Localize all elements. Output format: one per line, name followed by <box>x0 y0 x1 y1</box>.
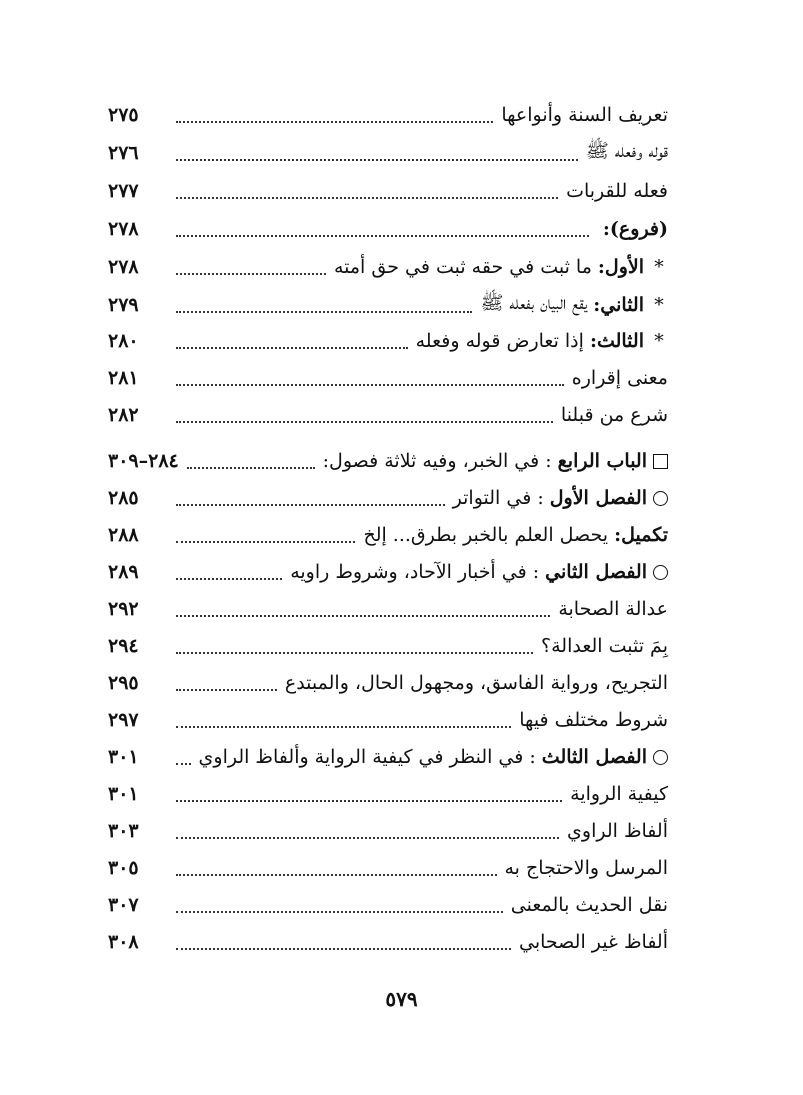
toc-page-number: ٢٨١ <box>108 367 139 389</box>
dot-leader <box>176 382 564 386</box>
toc-title: معنى إقراره <box>571 367 668 389</box>
toc-entry <box>108 481 668 515</box>
toc-page-number: ٣٠٨ <box>108 931 139 953</box>
dot-leader <box>176 419 553 423</box>
dot-leader <box>176 650 533 654</box>
toc-entry <box>108 740 668 774</box>
dot-leader <box>176 613 550 617</box>
toc-page-number: ٢٧٥ <box>108 104 139 126</box>
toc-title: شرع من قبلنا <box>560 404 668 426</box>
dot-leader <box>176 195 558 199</box>
toc-title: * الثاني: يقع البيان بفعله ﷺ <box>480 291 668 319</box>
toc-entry <box>108 98 668 132</box>
toc-title: تعريف السنة وأنواعها <box>501 104 668 126</box>
circle-marker-icon <box>653 491 668 506</box>
dot-leader <box>176 835 559 839</box>
toc-page-number: ٣٠٥ <box>108 857 139 879</box>
asterisk-marker: * <box>654 330 664 352</box>
toc-lead: تكميل: <box>614 524 668 546</box>
dot-leader <box>176 539 355 543</box>
toc-title <box>597 218 668 240</box>
toc-page-number: ٢٧٨ <box>108 218 139 240</box>
dot-leader <box>176 798 562 802</box>
toc-page-number: ٣٠٣ <box>108 820 139 842</box>
toc-entry <box>108 361 668 395</box>
circle-marker-icon <box>653 565 668 580</box>
toc-title: الفصل الأول : في التواتر <box>453 487 668 509</box>
toc-title: ألفاظ الراوي <box>567 820 668 842</box>
toc-entry <box>108 888 668 922</box>
toc-page-number: ٢٨٤–٣٠٩ <box>108 450 179 472</box>
toc-entry <box>108 212 668 246</box>
toc-entry <box>108 174 668 208</box>
toc-title: الباب الرابع : في الخبر، وفيه ثلاثة فصول: <box>323 450 668 472</box>
toc-page-number: ٢٩٢ <box>108 598 139 620</box>
toc-page-number: ٣٠٧ <box>108 894 139 916</box>
page-number-footer: ٥٧٩ <box>385 987 418 1011</box>
toc-page-number: ٢٧٦ <box>108 142 139 164</box>
toc-title: بِمَ تثبت العدالة؟ <box>541 635 668 657</box>
dot-leader <box>176 576 282 580</box>
toc-title: * الثالث: إذا تعارض قوله وفعله <box>416 330 668 352</box>
dot-leader <box>176 909 503 913</box>
toc-title: كيفية الرواية <box>570 783 668 805</box>
toc-lead: (فروع): <box>602 218 668 240</box>
toc-title: عدالة الصحابة <box>558 598 668 620</box>
dot-leader <box>176 761 191 765</box>
toc-entry <box>108 777 668 811</box>
toc-lead: الثالث: <box>589 330 644 352</box>
toc-page-number: ٢٩٥ <box>108 672 139 694</box>
dot-leader <box>176 345 408 349</box>
toc-page-number: ٢٧٨ <box>108 256 139 278</box>
toc-entry <box>108 925 668 959</box>
dot-leader <box>176 271 326 275</box>
toc-entry <box>108 851 668 885</box>
toc-entry <box>108 592 668 626</box>
toc-entry <box>108 814 668 848</box>
toc-lead: الباب الرابع <box>557 450 647 472</box>
toc-lead: الثاني: <box>593 294 644 316</box>
toc-title: الفصل الثالث : في النظر في كيفية الرواية وألفاظ الراوي <box>199 746 668 768</box>
toc-page-number: ٣٠١ <box>108 746 139 768</box>
toc-lead: الفصل الثاني <box>545 561 647 583</box>
toc-entry <box>108 629 668 663</box>
toc-page-number: ٢٨٠ <box>108 330 139 352</box>
toc-title: التجريح، ورواية الفاسق، ومجهول الحال، والمبتدع <box>284 672 668 694</box>
toc-title: الفصل الثاني : في أخبار الآحاد، وشروط راويه <box>290 561 668 583</box>
toc-entry <box>108 250 668 284</box>
toc-entry <box>108 324 668 358</box>
dot-leader <box>176 157 578 161</box>
toc-title: شروط مختلف فيها <box>519 709 668 731</box>
asterisk-marker: * <box>654 256 664 278</box>
toc-entry <box>108 555 668 589</box>
dot-leader <box>176 724 511 728</box>
toc-title: * الأول: ما ثبت في حقه ثبت في حق أمته <box>334 256 668 278</box>
toc-page-number: ٢٨٢ <box>108 404 139 426</box>
toc-title: ألفاظ غير الصحابي <box>519 931 668 953</box>
toc-title: المرسل والاحتجاج به <box>504 857 668 879</box>
toc-entry <box>108 288 668 322</box>
dot-leader <box>176 233 589 237</box>
toc-lead: الفصل الأول <box>549 487 647 509</box>
toc-entry <box>108 398 668 432</box>
toc-title: تكميل: يحصل العلم بالخبر بطرق... إلخ <box>363 524 668 546</box>
toc-page-number: ٢٧٧ <box>108 180 139 202</box>
toc-page-number: ٣٠١ <box>108 783 139 805</box>
toc-entry <box>108 666 668 700</box>
toc-entry <box>108 444 668 478</box>
toc-lead: الفصل الثالث <box>541 746 647 768</box>
dot-leader <box>176 502 445 506</box>
toc-page-number: ٢٨٨ <box>108 524 139 546</box>
toc-page-number: ٢٧٩ <box>108 294 139 316</box>
dot-leader <box>176 119 493 123</box>
dot-leader <box>187 465 315 469</box>
toc-entry <box>108 703 668 737</box>
dot-leader <box>176 872 497 876</box>
dot-leader <box>176 687 277 691</box>
toc-entry <box>108 136 668 170</box>
toc-title: فعله للقربات <box>566 180 668 202</box>
toc-page-number: ٢٨٩ <box>108 561 139 583</box>
toc-title: قوله وفعله ﷺ <box>585 140 668 162</box>
dot-leader <box>176 946 511 950</box>
toc-page-number: ٢٩٧ <box>108 709 139 731</box>
toc-entry <box>108 518 668 552</box>
toc-page-number: ٢٩٤ <box>108 635 139 657</box>
dot-leader <box>176 309 472 313</box>
asterisk-marker: * <box>654 294 664 316</box>
toc-page-number: ٢٨٥ <box>108 487 139 509</box>
toc-lead: الأول: <box>597 256 644 278</box>
toc-title: نقل الحديث بالمعنى <box>510 894 668 916</box>
circle-marker-icon <box>653 750 668 765</box>
square-marker-icon <box>653 454 668 469</box>
